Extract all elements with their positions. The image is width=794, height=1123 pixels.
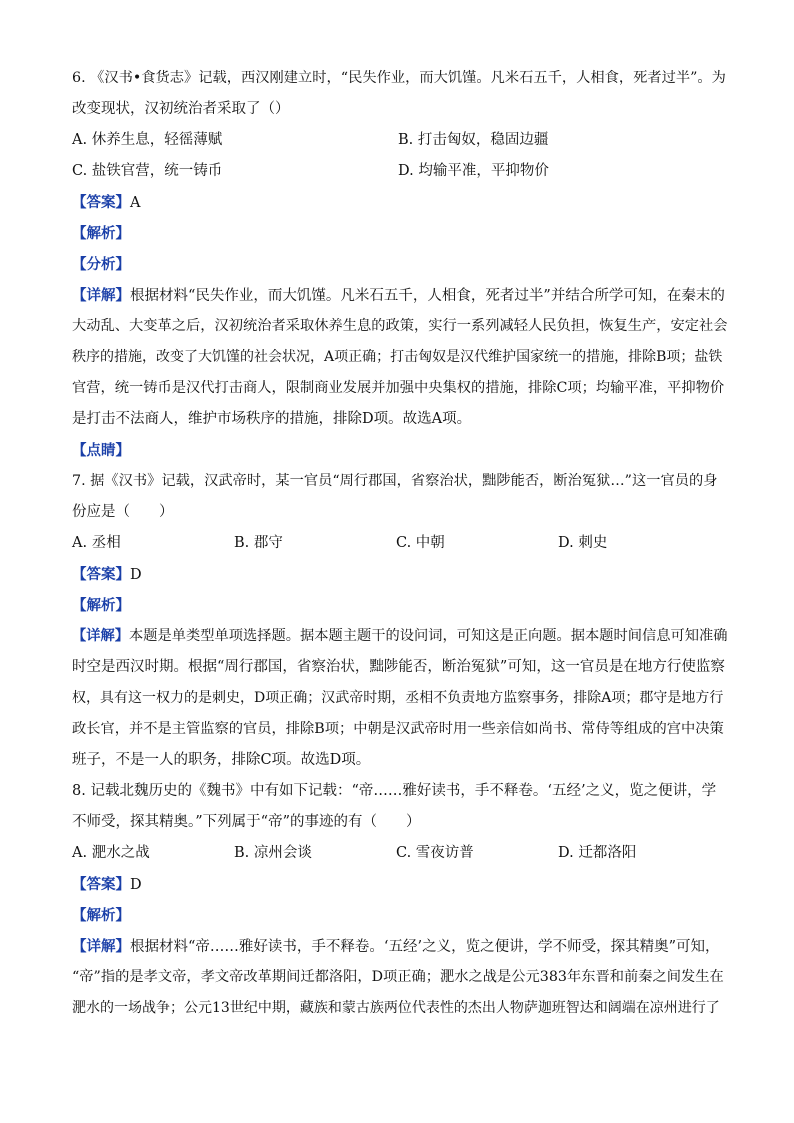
q6-jiexi-tag: 【解析】 <box>72 225 130 242</box>
q6-option-c: C. 盐铁官营，统一铸币 <box>72 163 223 179</box>
q8-option-b: B. 凉州会谈 <box>234 845 312 861</box>
q7-answer-tag: 【答案】 <box>72 566 130 583</box>
q7-detail-line-3: 权，具有这一权力的是刺史，D项正确；汉武帝时期，丞相不负责地方监察事务，排除A项；郡守是地方行 <box>72 690 724 706</box>
q6-dianjing <box>72 435 728 466</box>
q6-options-row-2 <box>72 156 728 187</box>
q7-detail-text-1: 本题是单类型单项选择题。据本题主题干的设问词，可知这是正向题。据本题时间信息可知准确 <box>129 628 728 644</box>
q7-jiexi <box>72 590 728 621</box>
q7-detail-line-1 <box>72 621 728 652</box>
q8-detail-line-2: “帝”指的是孝文帝，孝文帝改革期间迁都洛阳，D项正确；淝水之战是公元383年东晋和前秦之间发生在 <box>72 969 724 985</box>
q6-detail-line-4: 官营，统一铸币是汉代打击商人，限制商业发展并加强中央集权的措施，排除C项；均输平准，平抑物价 <box>72 380 725 396</box>
q8-answer-tag: 【答案】 <box>72 876 130 893</box>
q6-fenxi <box>72 249 728 280</box>
document-content <box>72 63 728 1024</box>
q6-answer-value: A <box>130 195 141 211</box>
q6-detail-text-1: 根据材料“民失作业，而大饥馑。凡米石五千，人相食，死者过半”并结合所学可知，在秦末的 <box>130 288 725 304</box>
q8-option-a: A. 淝水之战 <box>72 845 150 861</box>
q7-option-b: B. 郡守 <box>234 535 283 551</box>
q6-answer <box>72 187 728 218</box>
q8-answer-value: D <box>130 877 142 893</box>
q8-detail-line-3: 淝水的一场战争；公元13世纪中期，藏族和蒙古族两位代表性的杰出人物萨迦班智达和阔端在凉州进行了 <box>72 1000 720 1016</box>
q7-option-d: D. 刺史 <box>558 535 608 551</box>
q7-option-c: C. 中朝 <box>396 535 445 551</box>
q8-detail-tag: 【详解】 <box>72 938 130 955</box>
q6-detail-line-5: 是打击不法商人，维护市场秩序的措施，排除D项。故选A项。 <box>72 411 472 427</box>
q7-answer <box>72 559 728 590</box>
q8-answer <box>72 869 728 900</box>
q7-detail-line-5: 班子，不是一人的职务，排除C项。故选D项。 <box>72 752 371 768</box>
q7-stem-line-1: 7. 据《汉书》记载，汉武帝时，某一官员“周行郡国，省察治状，黜陟能否，断治冤狱…”这一官员的身 <box>72 473 718 489</box>
q6-detail-line-1 <box>72 280 728 311</box>
q6-option-b: B. 打击匈奴，稳固边疆 <box>398 132 549 148</box>
q8-option-c: C. 雪夜访普 <box>396 845 474 861</box>
q8-stem-line-2: 不师受，探其精奥。”下列属于“帝”的事迹的有（ ） <box>72 814 421 830</box>
q7-detail-line-2: 时空是西汉时期。根据“周行郡国，省察治状，黜陟能否，断治冤狱”可知，这一官员是在地方行使监察 <box>72 659 725 675</box>
q8-jiexi-tag: 【解析】 <box>72 907 130 924</box>
q6-detail-tag: 【详解】 <box>72 287 130 304</box>
q6-answer-tag: 【答案】 <box>72 194 130 211</box>
q7-detail-line-4: 政长官，并不是主管监察的官员，排除B项；中朝是汉武帝时用一些亲信如尚书、常侍等组成的宫中决策 <box>72 721 724 737</box>
q6-detail-line-2: 大动乱、大变革之后，汉初统治者采取休养生息的政策，实行一系列减轻人民负担，恢复生产，安定社会 <box>72 318 728 334</box>
q8-jiexi <box>72 900 728 931</box>
q6-stem-line-2: 改变现状，汉初统治者采取了（） <box>72 101 290 117</box>
q6-options-row-1 <box>72 125 728 156</box>
q8-options-row <box>72 838 728 869</box>
q7-jiexi-tag: 【解析】 <box>72 597 130 614</box>
q8-option-d: D. 迁都洛阳 <box>558 845 637 861</box>
q6-detail-line-3: 秩序的措施，改变了大饥馑的社会状况，A项正确；打击匈奴是汉代维护国家统一的措施，排除B项；盐铁 <box>72 349 723 365</box>
q7-options-row <box>72 528 728 559</box>
q8-detail-text-1: 根据材料“帝……雅好读书，手不释卷。‘五经’之义，览之便讲，学不师受，探其精奥”可知， <box>130 939 720 955</box>
q8-stem-line-1: 8. 记载北魏历史的《魏书》中有如下记载：“帝……雅好读书，手不释卷。‘五经’之义，览之便讲，学 <box>72 783 717 799</box>
q6-dianjing-tag: 【点睛】 <box>72 442 130 459</box>
q6-option-a: A. 休养生息，轻徭薄赋 <box>72 132 223 148</box>
q6-fenxi-tag: 【分析】 <box>72 256 130 273</box>
q6-stem-line-1: 6. 《汉书•食货志》记载，西汉刚建立时，“民失作业，而大饥馑。凡米石五千，人相食，死者过半”。为 <box>72 70 726 86</box>
q7-answer-value: D <box>130 567 142 583</box>
q7-detail-tag: 【详解】 <box>72 628 130 644</box>
q8-detail-line-1 <box>72 931 728 962</box>
q6-jiexi <box>72 218 728 249</box>
q6-option-d: D. 均输平准，平抑物价 <box>398 163 549 179</box>
q7-stem-line-2: 份应是（ ） <box>72 504 174 520</box>
q7-option-a: A. 丞相 <box>72 535 121 551</box>
